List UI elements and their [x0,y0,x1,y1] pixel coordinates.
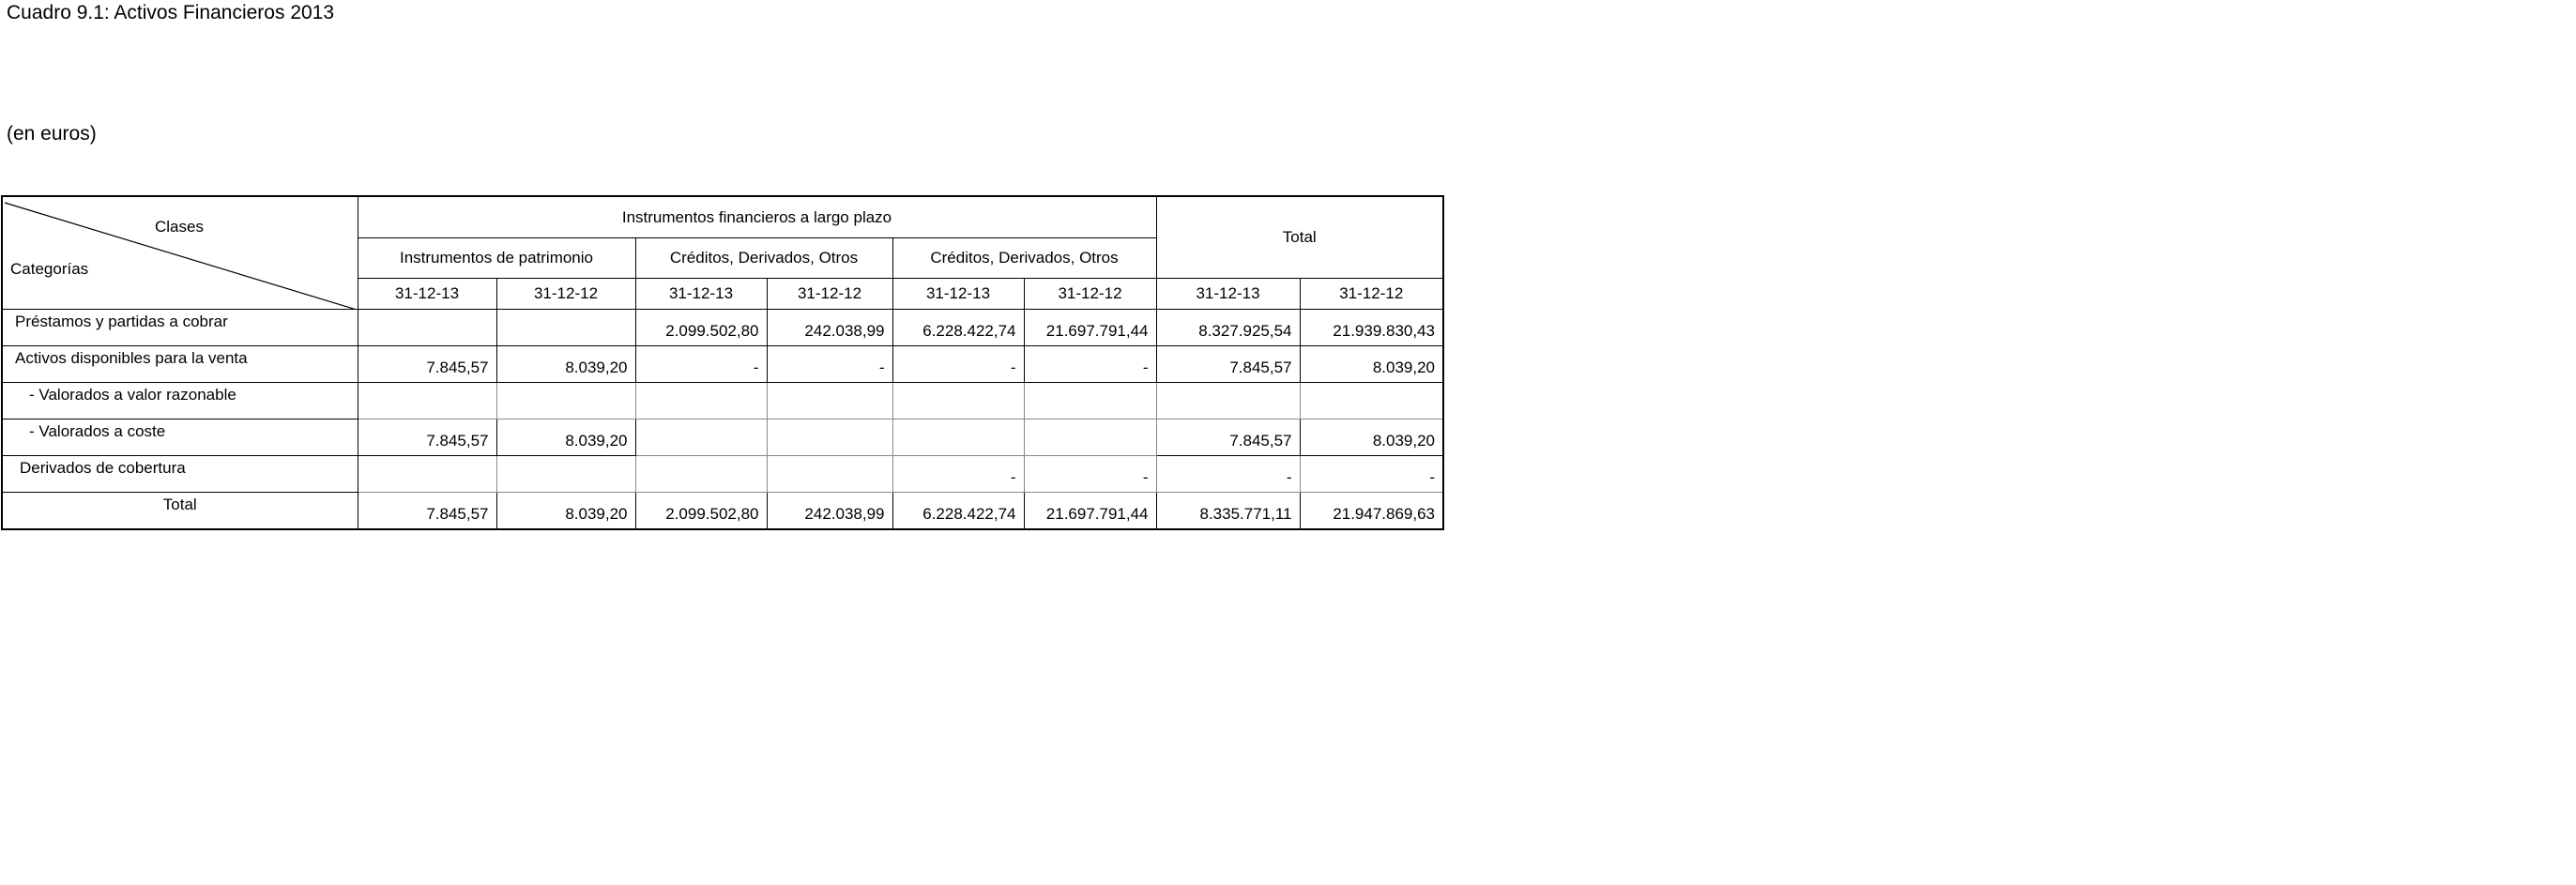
value-cell [767,456,892,493]
value-cell [1156,383,1300,420]
value-cell [496,383,635,420]
value-cell [892,420,1024,456]
row-label: Derivados de cobertura [2,456,358,493]
value-cell: - [892,456,1024,493]
value-cell: - [1156,456,1300,493]
value-cell [635,383,767,420]
table-row [2,346,1443,383]
date-header: 31-12-13 [1156,279,1300,310]
corner-label-clases: Clases [155,218,204,236]
value-cell [496,456,635,493]
value-cell: 21.697.791,44 [1024,493,1156,530]
value-cell: - [767,346,892,383]
value-cell [1024,383,1156,420]
value-cell [496,310,635,346]
value-cell: 6.228.422,74 [892,493,1024,530]
row-label: - Valorados a valor razonable [2,383,358,420]
value-cell: 8.039,20 [496,346,635,383]
value-cell: 21.697.791,44 [1024,310,1156,346]
table-row [2,420,1443,456]
value-cell: - [892,346,1024,383]
total-header: Total [1156,196,1443,279]
table-row [2,456,1443,493]
value-cell [358,310,496,346]
value-cell: 6.228.422,74 [892,310,1024,346]
value-cell [1300,383,1443,420]
value-cell: 8.039,20 [1300,420,1443,456]
row-label-total: Total [2,493,358,530]
value-cell: 242.038,99 [767,310,892,346]
table-title: Cuadro 9.1: Activos Financieros 2013 [7,2,335,23]
date-header: 31-12-12 [496,279,635,310]
value-cell: 8.335.771,11 [1156,493,1300,530]
value-cell: 7.845,57 [358,346,496,383]
value-cell: - [635,346,767,383]
value-cell [767,420,892,456]
value-cell: 21.939.830,43 [1300,310,1443,346]
value-cell: 2.099.502,80 [635,493,767,530]
value-cell [635,420,767,456]
value-cell [767,383,892,420]
corner-label-categorias: Categorías [10,260,89,278]
value-cell: 7.845,57 [358,493,496,530]
date-header: 31-12-12 [1300,279,1443,310]
subgroup-header-patrimonio: Instrumentos de patrimonio [358,238,635,279]
table-row-total [2,493,1443,530]
table-row [2,310,1443,346]
date-header: 31-12-13 [892,279,1024,310]
date-header: 31-12-12 [1024,279,1156,310]
date-header: 31-12-13 [358,279,496,310]
table-units-note: (en euros) [7,123,97,145]
date-header: 31-12-13 [635,279,767,310]
value-cell: 2.099.502,80 [635,310,767,346]
corner-header-cell [2,196,358,310]
value-cell [1024,420,1156,456]
table-row [2,383,1443,420]
value-cell: 7.845,57 [1156,420,1300,456]
subgroup-header-creditos-1: Créditos, Derivados, Otros [635,238,892,279]
row-label: - Valorados a coste [2,420,358,456]
value-cell: - [1300,456,1443,493]
value-cell: 7.845,57 [358,420,496,456]
value-cell: 242.038,99 [767,493,892,530]
value-cell: 8.039,20 [496,493,635,530]
row-label: Activos disponibles para la venta [2,346,358,383]
value-cell: 8.039,20 [1300,346,1443,383]
row-label: Préstamos y partidas a cobrar [2,310,358,346]
group-header-long-term: Instrumentos financieros a largo plazo [358,196,1156,238]
value-cell: - [1024,346,1156,383]
value-cell: 21.947.869,63 [1300,493,1443,530]
diagonal-divider [3,197,358,310]
value-cell [635,456,767,493]
value-cell [358,383,496,420]
date-header: 31-12-12 [767,279,892,310]
value-cell [892,383,1024,420]
value-cell: - [1024,456,1156,493]
value-cell: 7.845,57 [1156,346,1300,383]
financial-assets-table [1,195,1444,530]
subgroup-header-creditos-2: Créditos, Derivados, Otros [892,238,1156,279]
value-cell [358,456,496,493]
value-cell: 8.039,20 [496,420,635,456]
value-cell: 8.327.925,54 [1156,310,1300,346]
